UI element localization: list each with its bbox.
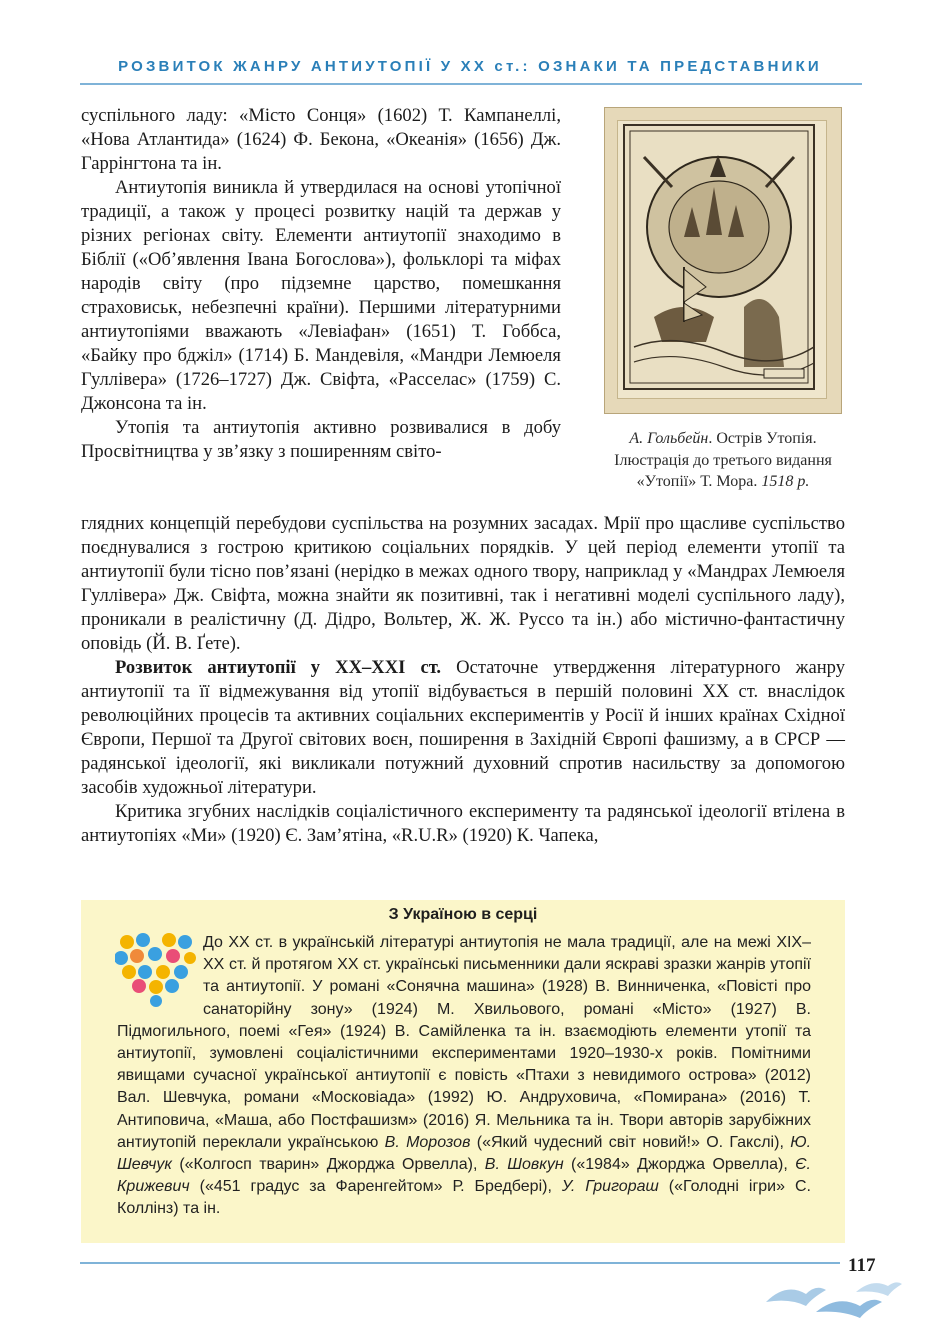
caption-line-3: «Утопії» Т. Мора. 1518 р. xyxy=(636,473,810,490)
paragraph-5: Критика згубних наслідків соціалістичного експерименту та радянської ідеології втілена в антиутопіях «Ми» (1920) Є. Зам’ятіна, «R.U.R» (1920) К. Чапека, xyxy=(81,801,845,846)
ukraine-info-box xyxy=(81,900,845,1243)
paragraph-3-start: Утопія та антиутопія активно розвивалися в добу Просвітництва у зв’язку з поширенням світо- xyxy=(81,417,561,462)
flying-birds-icon xyxy=(756,1272,906,1332)
caption-line-2: Ілюстрація до третього видання xyxy=(614,451,832,469)
page-number: 117 xyxy=(848,1255,876,1276)
section-heading: Розвиток антиутопії у ХХ–ХХІ ст. xyxy=(115,657,442,678)
running-header: РОЗВИТОК ЖАНРУ АНТИУТОПІЇ У ХХ ст.: ОЗНАКИ ТА ПРЕДСТАВНИКИ xyxy=(118,58,822,75)
paragraph-4: Розвиток антиутопії у ХХ–ХХІ ст. Остаточне утвердження літературного жанру антиутопії та її відмежування від утопії відбувається в першій половині ХХ ст. внаслідок революційних процесів та активних соціальних експериментів у Росії й інших країнах Східної Європи, Першої та Другої світових воєн, поширення в Західній Європі фашизму, а в СРСР — радянської ідеології, які викликали потужний духовний спротив насильству за допомогою засобів художньої літератури. xyxy=(81,657,845,798)
paragraph-3-continued: глядних концепцій перебудови суспільства на розумних засадах. Мрії про щасливе суспільство поєднувалися з гострою критикою соціальних порядків. У цей період елементи утопії та антиутопії були тісно пов’язані (нерідко в межах одного твору, наприклад у «Мандрах Лемюеля Гуллівера» Дж. Свіфта, можна знайти як позитивні, так і негативні моделі суспільного ладу), проникали в реалістичну (Д. Дідро, Вольтер, Ж. Ж. Руссо та ін.) або містично-фантастичну оповідь (Й. В. Ґете). xyxy=(81,513,845,654)
footer-divider xyxy=(80,1262,840,1264)
utopia-illustration xyxy=(604,107,842,414)
woodcut-island-icon xyxy=(614,117,832,404)
paragraph-2: Антиутопія виникла й утвердилася на основі утопічної традиції, а також у процесі розвитку націй та держав у різних регіонах світу. Елементи антиутопії знаходимо в Біблії («Об’явлення Івана Богослова»), фольклорі та міфах народів світу (про підземне царство, помешкання страховиськ, небезпечні країни). Першими літературними антиутопіями вважають «Левіафан» (1651) Т. Гоббса, «Байку про бджіл» (1714) Б. Мандевіля, «Мандри Лемюеля Гуллівера» (1726–1727) Дж. Свіфта, «Расселас» (1759) С. Джонсона та ін. xyxy=(81,177,561,414)
figure-caption xyxy=(596,428,850,493)
box-text: До ХХ ст. в українській літературі антиутопія не мала традиції, але на межі ХІХ–ХХ ст. й протягом ХХ ст. українські письменники дали яскраві зразки жанрів утопії та антиутопії. У романі «Сонячна машина» (1928) В. Винниченка, «Повісті про санаторійну зону» (1924) М. Хвильового, романі «Місто» (1927) В. Підмогильного, поемі «Гея» (1924) В. Самійленка та ін. взаємодіють елементи утопії та антиутопії, зумовлені соціалістичними експериментами 1920–1930-х років. Помітними явищами сучасної української антиутопії є повість «Птахи з невидимого острова» (2012) Вал. Шевчука, романи «Московіада» (1992) Ю. Андруховича, «Помирана» (2016) Т. Антиповича, «Маша, або Постфашизм» (2016) Я. Мельника та ін. Твори авторів зарубіжних антиутопій переклали українською В. Морозов («Який чудесний світ новий!» О. Гакслі), Ю. Шевчук («Колгосп тварин» Джорджа Орвелла), В. Шовкун («1984» Джорджа Орвелла), Є. Крижевич («451 градус за Фаренгейтом» Р. Бредбері), У. Григораш («Голодні ігри» С. Коллінз) та ін. xyxy=(117,932,811,1221)
box-title: З Україною в серці xyxy=(388,906,538,923)
full-width-text xyxy=(81,512,845,848)
left-column xyxy=(81,104,561,464)
header-divider xyxy=(80,83,862,85)
paragraph-1: суспільного ладу: «Місто Сонця» (1602) Т. Кампанеллі, «Нова Атлантида» (1624) Ф. Бекона, «Океанія» (1656) Дж. Гаррінгтона та ін. xyxy=(81,105,561,174)
heart-of-hearts-icon xyxy=(115,932,197,1008)
caption-line-1: А. Гольбейн. Острів Утопія. xyxy=(629,430,817,447)
